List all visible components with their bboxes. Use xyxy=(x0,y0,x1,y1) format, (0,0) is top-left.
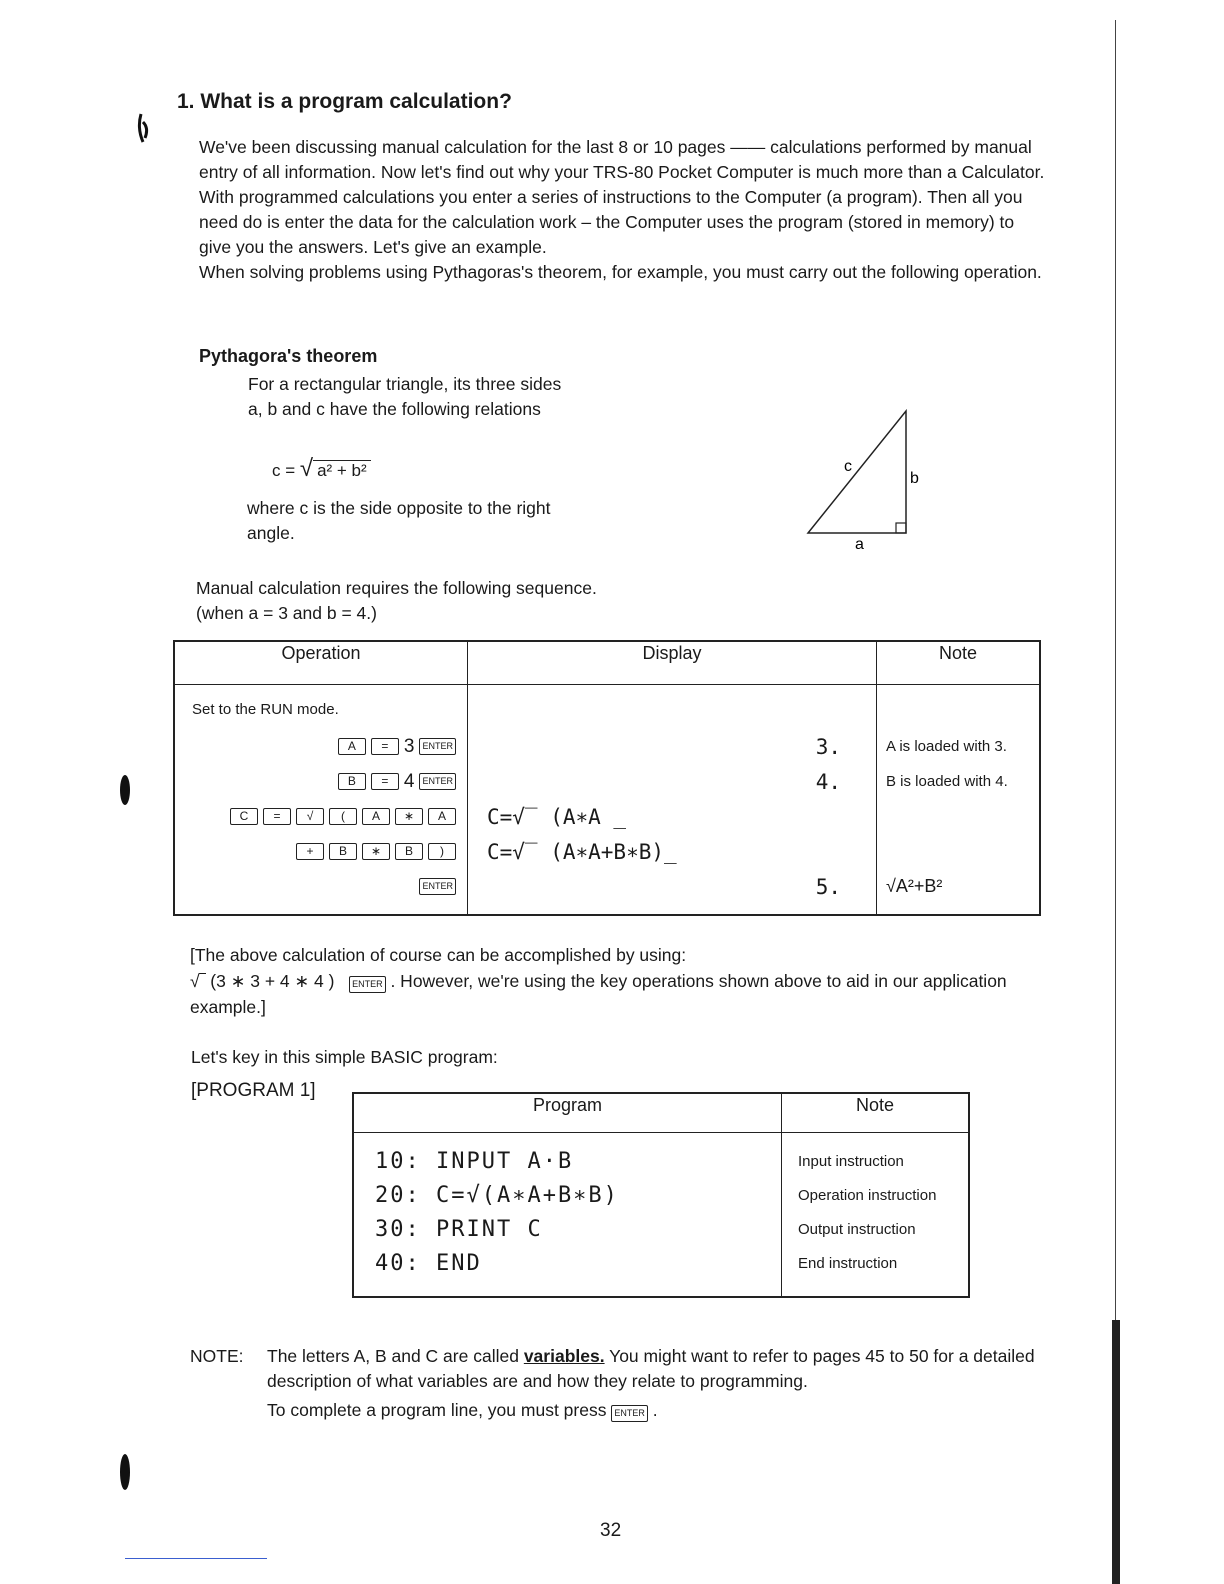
key-equals: = xyxy=(263,808,291,825)
program-note-cell xyxy=(782,1133,970,1298)
sqrt-icon: √ xyxy=(299,455,314,482)
display-row-2 xyxy=(469,764,875,799)
after-line-1: [The above calculation of course can be accomplished by using: xyxy=(190,945,687,965)
header-note: Note xyxy=(782,1093,970,1133)
note-line-2 xyxy=(267,1398,1037,1423)
after-expression: √‾ (3 ∗ 3 + 4 ∗ 4 ) xyxy=(190,971,335,991)
manual-line: (when a = 3 and b = 4.) xyxy=(196,603,377,623)
key-enter: ENTER xyxy=(419,738,456,755)
op-row-4 xyxy=(176,834,466,869)
scan-mark-top xyxy=(135,108,155,148)
program-line: 10: INPUT A·B xyxy=(375,1149,574,1174)
note-row-4 xyxy=(878,834,1038,869)
after-line-2 xyxy=(190,968,1050,1020)
key-a: A xyxy=(338,738,366,755)
manual-text xyxy=(196,576,597,626)
after-rest: . However, we're using the key operations shown above to aid in our application example.] xyxy=(190,971,1007,1017)
program-code-cell xyxy=(353,1133,782,1298)
key-b: B xyxy=(329,843,357,860)
triangle-diagram xyxy=(800,405,930,555)
key-b: B xyxy=(338,773,366,790)
theorem-where: where c is the side opposite to the right angle. xyxy=(247,498,551,543)
mode-text: Set to the RUN mode. xyxy=(192,701,339,718)
operation-table xyxy=(173,640,1041,916)
theorem-heading: Pythagora's theorem xyxy=(199,346,378,366)
formula-left: c = xyxy=(272,461,296,480)
key-b: B xyxy=(395,843,423,860)
key-multiply: ∗ xyxy=(362,843,390,860)
note-row-3 xyxy=(878,799,1038,834)
display-value: C=√‾ (A∗A _ xyxy=(487,804,627,829)
side-c-label: c xyxy=(844,458,852,475)
program-note: Input instruction xyxy=(798,1153,904,1170)
program-line: 20: C=√(A∗A+B∗B) xyxy=(375,1183,619,1208)
note-cell xyxy=(877,685,1041,916)
key-enter: ENTER xyxy=(419,878,456,895)
op-row-3 xyxy=(176,799,466,834)
key-equals: = xyxy=(371,773,399,790)
note-row-1: A is loaded with 3. xyxy=(886,738,1007,755)
program-note: End instruction xyxy=(798,1255,898,1272)
display-value: 5. xyxy=(815,874,841,899)
key-a: A xyxy=(428,808,456,825)
note-end: . xyxy=(652,1400,658,1420)
intro-paragraph: With programmed calculations you enter a series of instructions to the Computer (a program). Then all you need do is enter the data for the calculation work – the Computer uses the program (stored in memory) to give you the answers. Let's give an example. xyxy=(199,187,1023,257)
note-label: NOTE: xyxy=(190,1346,244,1366)
display-value: C=√‾ (A∗A+B∗B)_ xyxy=(487,839,677,864)
note-body xyxy=(267,1344,1037,1423)
key-multiply: ∗ xyxy=(395,808,423,825)
formula-radicand: a² + b² xyxy=(313,460,371,480)
let-key-text: Let's key in this simple BASIC program: xyxy=(191,1047,498,1067)
key-open-paren: ( xyxy=(329,808,357,825)
intro-text xyxy=(199,135,1049,285)
side-a-label: a xyxy=(855,536,864,553)
section-title: 1. What is a program calculation? xyxy=(177,90,512,113)
key-c: C xyxy=(230,808,258,825)
header-program: Program xyxy=(353,1093,782,1133)
theorem-formula xyxy=(272,455,371,483)
key-a: A xyxy=(362,808,390,825)
program-label: [PROGRAM 1] xyxy=(191,1080,316,1101)
op-row-2 xyxy=(176,764,466,799)
note-row xyxy=(190,1344,1050,1423)
intro-paragraph: When solving problems using Pythagoras's theorem, for example, you must carry out the following operation. xyxy=(199,262,1042,282)
footer-line xyxy=(125,1558,267,1559)
program-line: 40: END xyxy=(375,1251,482,1276)
header-note: Note xyxy=(877,641,1041,685)
display-row-1 xyxy=(469,729,875,764)
header-operation: Operation xyxy=(174,641,468,685)
display-value: 4. xyxy=(815,769,841,794)
key-enter: ENTER xyxy=(349,976,386,993)
display-cell xyxy=(468,685,877,916)
intro-paragraph: We've been discussing manual calculation for the last 8 or 10 pages —— calculations performed by manual entry of all information. Now let's find out why your TRS-80 Pocket Computer is much more than a Calculator. xyxy=(199,137,1045,182)
header-display: Display xyxy=(468,641,877,685)
note-post: You might want to refer to pages 45 to 50 for a detailed description of what variables are and how they relate to programming. xyxy=(267,1346,1035,1391)
op-row-5 xyxy=(176,869,466,904)
page-number: 32 xyxy=(600,1520,622,1541)
program-line: 30: PRINT C xyxy=(375,1217,543,1242)
theorem-text: For a rectangular triangle, its three sides a, b and c have the following relations xyxy=(248,374,562,419)
scan-mark-bottom xyxy=(118,1450,132,1495)
key-plus: + xyxy=(296,843,324,860)
digit-3: 3 xyxy=(403,735,415,757)
display-row-5 xyxy=(469,869,875,904)
note-pre: The letters A, B and C are called xyxy=(267,1346,519,1366)
note-block xyxy=(190,1344,1050,1423)
scan-mark-middle xyxy=(118,770,132,810)
key-sqrt: √ xyxy=(296,808,324,825)
display-row-4 xyxy=(469,834,875,869)
key-close-paren: ) xyxy=(428,843,456,860)
key-equals: = xyxy=(371,738,399,755)
display-row-3 xyxy=(469,799,875,834)
note-row-2: B is loaded with 4. xyxy=(886,773,1008,790)
note-press-text: To complete a program line, you must press xyxy=(267,1400,607,1420)
operation-cell xyxy=(174,685,468,916)
manual-line: Manual calculation requires the following sequence. xyxy=(196,578,597,598)
program-table xyxy=(352,1092,970,1298)
program-note: Operation instruction xyxy=(798,1187,937,1204)
digit-4: 4 xyxy=(403,770,415,792)
note-row-5: √A²+B² xyxy=(886,876,943,896)
scan-edge xyxy=(1112,20,1120,1584)
key-enter: ENTER xyxy=(611,1405,648,1422)
note-term: variables. xyxy=(523,1346,605,1366)
side-b-label: b xyxy=(910,470,919,487)
after-text xyxy=(190,942,1050,1020)
program-note: Output instruction xyxy=(798,1221,916,1238)
display-value: 3. xyxy=(815,734,841,759)
op-row-1 xyxy=(176,729,466,764)
key-enter: ENTER xyxy=(419,773,456,790)
